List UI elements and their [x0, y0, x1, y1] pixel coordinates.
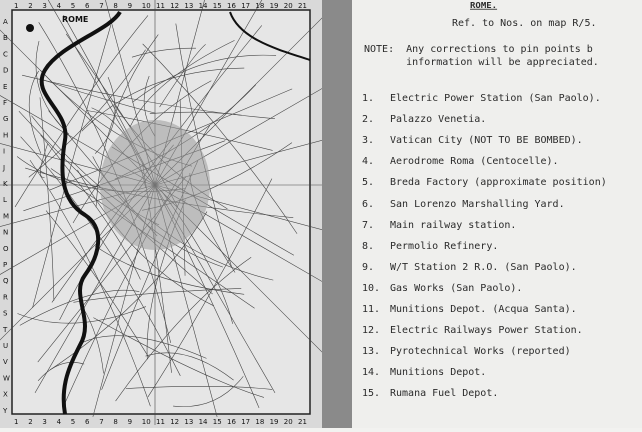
- item-number: 12.: [362, 325, 381, 337]
- svg-text:4: 4: [56, 418, 62, 426]
- svg-text:2: 2: [28, 2, 33, 10]
- map-title: ROME: [62, 15, 89, 24]
- item-number: 5.: [362, 177, 375, 189]
- item-text: W/T Station 2 R.O. (San Paolo).: [390, 261, 577, 273]
- svg-text:E: E: [3, 82, 8, 91]
- svg-text:A: A: [3, 18, 8, 26]
- item-text: Palazzo Venetia.: [390, 114, 487, 126]
- svg-text:12: 12: [170, 418, 180, 426]
- list-item: [362, 215, 607, 236]
- svg-text:L: L: [3, 196, 7, 205]
- svg-text:18: 18: [255, 418, 265, 426]
- svg-text:21: 21: [298, 418, 307, 426]
- item-text: Aerodrome Roma (Centocelle).: [390, 156, 559, 168]
- list-item: [362, 320, 607, 341]
- grid-numbers-bottom: [14, 418, 307, 426]
- svg-text:7: 7: [99, 2, 104, 10]
- svg-text:R: R: [3, 293, 8, 302]
- svg-text:10: 10: [141, 2, 151, 10]
- item-text: Electric Railways Power Station.: [390, 325, 583, 337]
- svg-text:K: K: [3, 180, 8, 188]
- svg-text:12: 12: [170, 2, 180, 10]
- item-number: 3.: [362, 135, 375, 147]
- item-number: 6.: [362, 198, 375, 210]
- rome-map-drawing: [0, 0, 322, 428]
- svg-text:3: 3: [42, 2, 47, 10]
- svg-text:6: 6: [85, 2, 90, 10]
- item-number: 8.: [362, 240, 375, 252]
- item-number: 9.: [362, 261, 375, 273]
- svg-text:U: U: [3, 342, 9, 350]
- document-heading: ROME.: [470, 2, 498, 11]
- map-reference: Ref. to Nos. on map R/5.: [452, 18, 597, 29]
- svg-text:14: 14: [198, 2, 208, 10]
- svg-text:18: 18: [255, 2, 265, 10]
- city-centre-area: [100, 120, 210, 250]
- list-item: [362, 362, 607, 383]
- svg-text:V: V: [3, 358, 8, 367]
- svg-text:8: 8: [113, 418, 118, 426]
- svg-text:7: 7: [99, 418, 104, 426]
- list-item: [362, 236, 607, 257]
- svg-text:I: I: [3, 147, 6, 156]
- svg-text:2: 2: [28, 418, 33, 426]
- svg-text:20: 20: [283, 2, 293, 10]
- target-list-document: [352, 0, 642, 428]
- svg-text:T: T: [3, 325, 8, 334]
- item-text: Rumana Fuel Depot.: [390, 388, 499, 400]
- svg-text:5: 5: [70, 418, 76, 426]
- list-item: [362, 88, 607, 109]
- svg-text:15: 15: [212, 2, 222, 10]
- svg-text:19: 19: [269, 418, 279, 426]
- svg-text:4: 4: [56, 2, 62, 10]
- item-text: Gas Works (San Paolo).: [390, 282, 523, 294]
- svg-text:H: H: [3, 131, 9, 140]
- svg-text:S: S: [3, 309, 8, 318]
- svg-text:6: 6: [85, 418, 90, 426]
- svg-text:X: X: [3, 390, 8, 399]
- svg-text:F: F: [3, 99, 8, 107]
- svg-text:13: 13: [184, 2, 194, 10]
- svg-text:W: W: [3, 374, 10, 383]
- list-item: [362, 193, 607, 214]
- svg-text:14: 14: [198, 418, 208, 426]
- list-item: [362, 109, 607, 130]
- item-text: Permolio Refinery.: [390, 240, 499, 252]
- item-number: 13.: [362, 346, 381, 358]
- list-item: [362, 383, 607, 404]
- item-text: Munitions Depot. (Acqua Santa).: [390, 303, 577, 315]
- svg-text:Y: Y: [3, 406, 8, 415]
- svg-text:9: 9: [127, 2, 133, 10]
- street-map: [0, 0, 322, 428]
- svg-text:P: P: [3, 261, 8, 269]
- list-item: [362, 257, 607, 278]
- svg-text:M: M: [3, 212, 10, 221]
- document-note: NOTE: Any corrections to pin points b information will be appreciated.: [364, 44, 599, 68]
- svg-text:D: D: [3, 66, 9, 75]
- svg-text:1: 1: [14, 2, 19, 10]
- list-item: [362, 341, 607, 362]
- svg-text:N: N: [3, 228, 9, 237]
- svg-text:20: 20: [283, 418, 293, 426]
- page-gutter: [322, 0, 352, 428]
- item-number: 10.: [362, 282, 381, 294]
- svg-text:17: 17: [241, 2, 251, 10]
- list-item: [362, 130, 607, 151]
- list-item: [362, 299, 607, 320]
- svg-text:10: 10: [141, 418, 151, 426]
- list-item: [362, 172, 607, 193]
- svg-text:9: 9: [127, 418, 133, 426]
- svg-text:15: 15: [212, 418, 222, 426]
- map-compass-dot: [26, 24, 34, 32]
- svg-text:1: 1: [14, 418, 19, 426]
- svg-text:21: 21: [298, 2, 307, 10]
- item-text: Breda Factory (approximate position): [390, 177, 607, 189]
- item-number: 11.: [362, 303, 381, 315]
- svg-text:B: B: [3, 34, 8, 43]
- item-number: 2.: [362, 114, 375, 126]
- item-number: 7.: [362, 219, 375, 231]
- svg-text:16: 16: [227, 418, 236, 426]
- svg-text:19: 19: [269, 2, 279, 10]
- svg-text:J: J: [3, 163, 6, 172]
- svg-text:11: 11: [156, 418, 165, 426]
- item-text: Munitions Depot.: [390, 367, 487, 379]
- list-item: [362, 151, 607, 172]
- svg-text:16: 16: [227, 2, 236, 10]
- item-number: 14.: [362, 367, 381, 379]
- item-number: 15.: [362, 388, 381, 400]
- grid-numbers-top: [14, 2, 307, 10]
- item-text: San Lorenzo Marshalling Yard.: [390, 198, 565, 210]
- item-text: Electric Power Station (San Paolo).: [390, 93, 601, 105]
- svg-text:13: 13: [184, 418, 194, 426]
- item-text: Pyrotechnical Works (reported): [390, 346, 571, 358]
- svg-text:G: G: [3, 115, 9, 124]
- svg-text:C: C: [3, 50, 8, 59]
- svg-text:O: O: [3, 244, 9, 253]
- svg-text:11: 11: [156, 2, 165, 10]
- target-list: [362, 88, 607, 404]
- item-number: 1.: [362, 93, 375, 105]
- item-text: Vatican City (NOT TO BE BOMBED).: [390, 135, 583, 147]
- svg-text:3: 3: [42, 418, 47, 426]
- svg-text:5: 5: [70, 2, 76, 10]
- list-item: [362, 278, 607, 299]
- svg-text:17: 17: [241, 418, 251, 426]
- svg-text:Q: Q: [3, 277, 9, 286]
- item-number: 4.: [362, 156, 375, 168]
- item-text: Main railway station.: [390, 219, 517, 231]
- svg-text:8: 8: [113, 2, 118, 10]
